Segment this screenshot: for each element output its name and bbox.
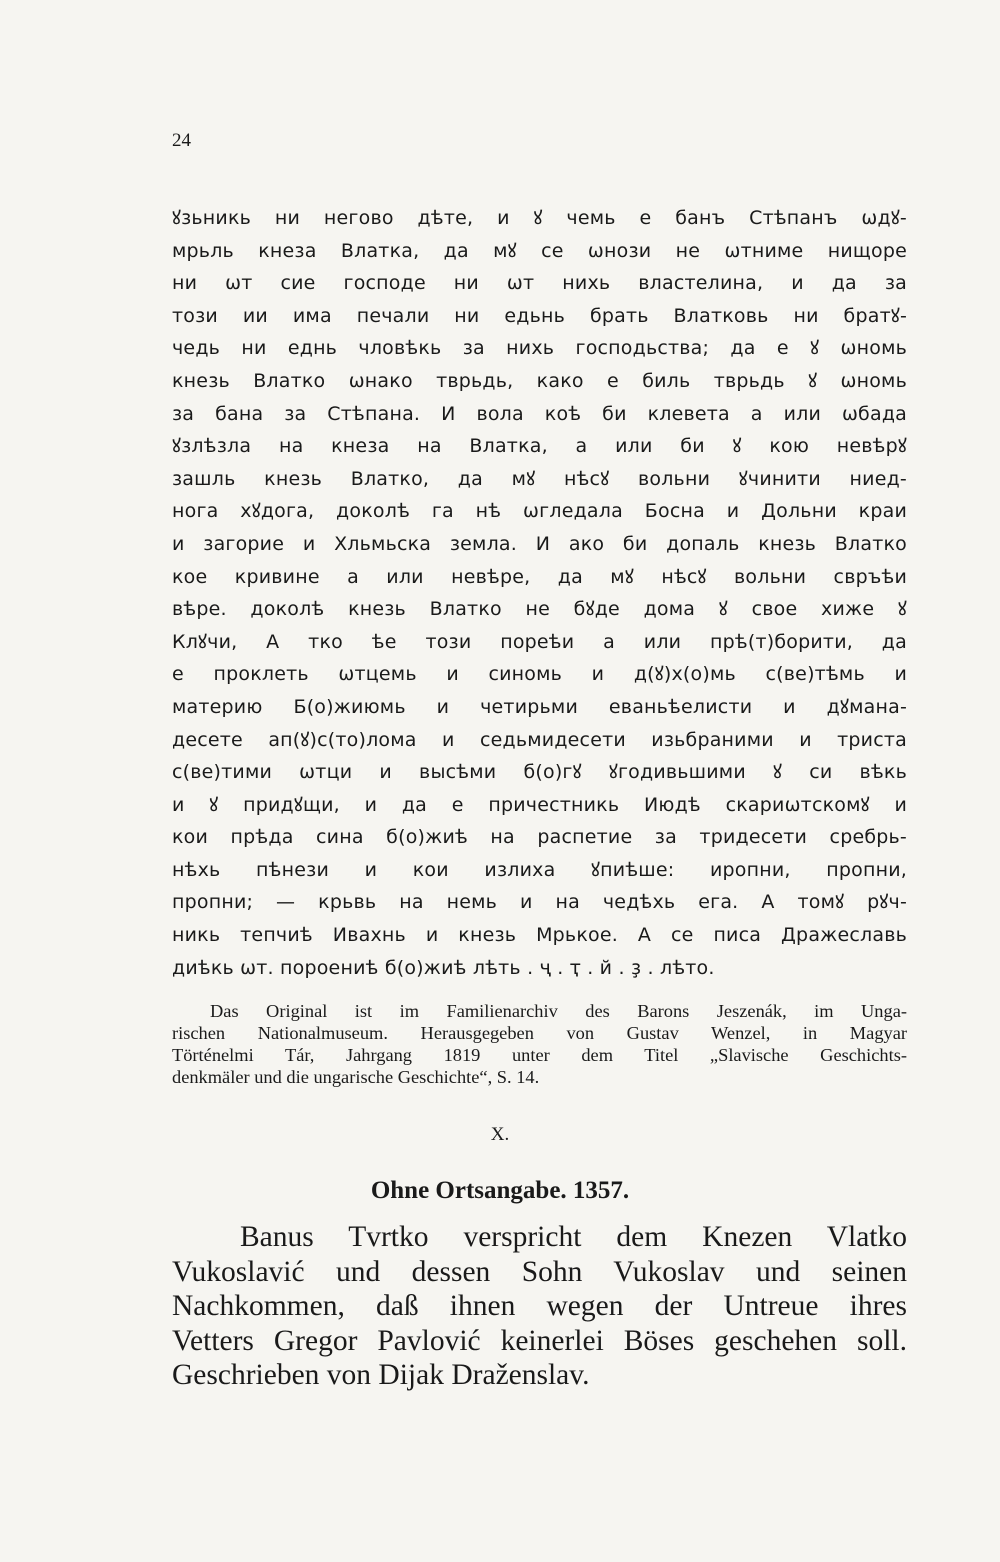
page-number: 24 xyxy=(172,130,191,151)
charter-line: с(ве)тими ѡтци и высѣми б(о)гꙋ ꙋгодивьшими ꙋ си вѣкь xyxy=(172,761,907,784)
charter-line: кое кривине а или невѣре, да мꙋ нѣсꙋ вольни свръѣи xyxy=(172,565,907,588)
regest-line: Vukoslavić und dessen Sohn Vukoslav und seinen xyxy=(172,1255,907,1288)
charter-line: е проклеть ѡтцемь и синомь и д(ꙋ)х(о)мь с(ве)тѣмь и xyxy=(172,663,907,686)
charter-line: за бана за Стѣпана. И вола коѣ би клевета а или ѡбада xyxy=(172,402,907,425)
charter-line: десете ап(ꙋ)с(то)лома и седьмидесети изьбраними и триста xyxy=(172,728,907,751)
regest-line: Vetters Gregor Pavlović keinerlei Böses geschehen soll. xyxy=(172,1324,907,1357)
charter-text xyxy=(172,202,907,984)
regest-line: Banus Tvrtko verspricht dem Knezen Vlatko xyxy=(240,1221,907,1253)
charter-line: и загорие и Хльмьска земла. И ако би допаль кнезь Влатко xyxy=(172,532,907,555)
footnote-line: Das Original ist im Familienarchiv des Barons Jeszenák, im Unga- xyxy=(210,1001,907,1021)
charter-line: вѣре. доколѣ кнезь Влатко не бꙋде дома ꙋ свое хиже ꙋ xyxy=(172,598,907,621)
charter-line: чедь ни еднь чловѣкь за нихь господьства; да е ꙋ ѡномь xyxy=(172,337,907,360)
charter-line: кнезь Влатко ѡнако тврьдь, како е биль тврьдь ꙋ ѡномь xyxy=(172,369,907,392)
regest-line: Nachkommen, daß ihnen wegen der Untreue ihres xyxy=(172,1290,907,1322)
charter-line: диѣкь ѡт. пороениѣ б(о)жиѣ лѣть . ҷ . ҭ . й . ҙ . лѣто. xyxy=(172,956,715,979)
charter-line: материю Б(о)жиюмь и четирьми еваньѣелисти и дꙋмана- xyxy=(172,695,907,718)
footnote xyxy=(172,1000,907,1088)
charter-line: кои прѣда сина б(о)жиѣ на распетие за тридесети сребрь- xyxy=(172,826,907,849)
charter-line: Клꙋчи, А тко ѣе този пореѣи а или прѣ(т)борити, да xyxy=(172,630,907,653)
charter-line: пропни; — крьвь на немь и на чедѣхь ега. А томꙋ рꙋч- xyxy=(172,891,907,914)
charter-line: никь тепчиѣ Ивахнь и кнезь Мрькое. А се писа Дражеславь xyxy=(172,924,907,947)
charter-line: мрьль кнеза Влатка, да мꙋ се ѡнози не ѡтниме нищоре xyxy=(172,239,907,262)
footnote-line: rischen Nationalmuseum. Herausgegeben von Gustav Wenzel, in Magyar xyxy=(172,1023,907,1043)
regest-summary xyxy=(172,1220,907,1393)
charter-line: ни ѡт сие господе ни ѡт нихь властелина, и да за xyxy=(172,272,907,295)
charter-line: ꙋзьникь ни негово дѣте, и ꙋ чемь е банъ Стѣпанъ ѡдꙋ- xyxy=(172,207,907,229)
document-number: X. xyxy=(490,1124,510,1145)
charter-line: и ꙋ придꙋщи, и да е причестникь Июдѣ скариѡтскомꙋ и xyxy=(172,793,907,816)
regest-line: Geschrieben von Dijak Draženslav. xyxy=(172,1359,590,1391)
charter-line: нога хꙋдога, доколѣ га нѣ ѡгледала Босна и Дольни краи xyxy=(172,500,907,523)
charter-line: ꙋзлѣзла на кнеза на Влатка, а или би ꙋ кою невѣрꙋ xyxy=(172,435,907,458)
charter-line: зашль кнезь Влатко, да мꙋ нѣсꙋ вольни ꙋчинити ниед- xyxy=(172,467,907,490)
footnote-line: denkmäler und die ungarische Geschichte“, S. 14. xyxy=(172,1067,540,1087)
footnote-line: Történelmi Tár, Jahrgang 1819 unter dem Titel „Slavische Geschichts- xyxy=(172,1045,907,1065)
document-heading: Ohne Ortsangabe. 1357. xyxy=(370,1177,630,1204)
charter-line: нѣхь пѣнези и кои излиха ꙋпиѣше: иропни, пропни, xyxy=(172,858,907,881)
charter-line: този ии има печали ни едьнь брать Влатковь ни братꙋ- xyxy=(172,304,907,327)
